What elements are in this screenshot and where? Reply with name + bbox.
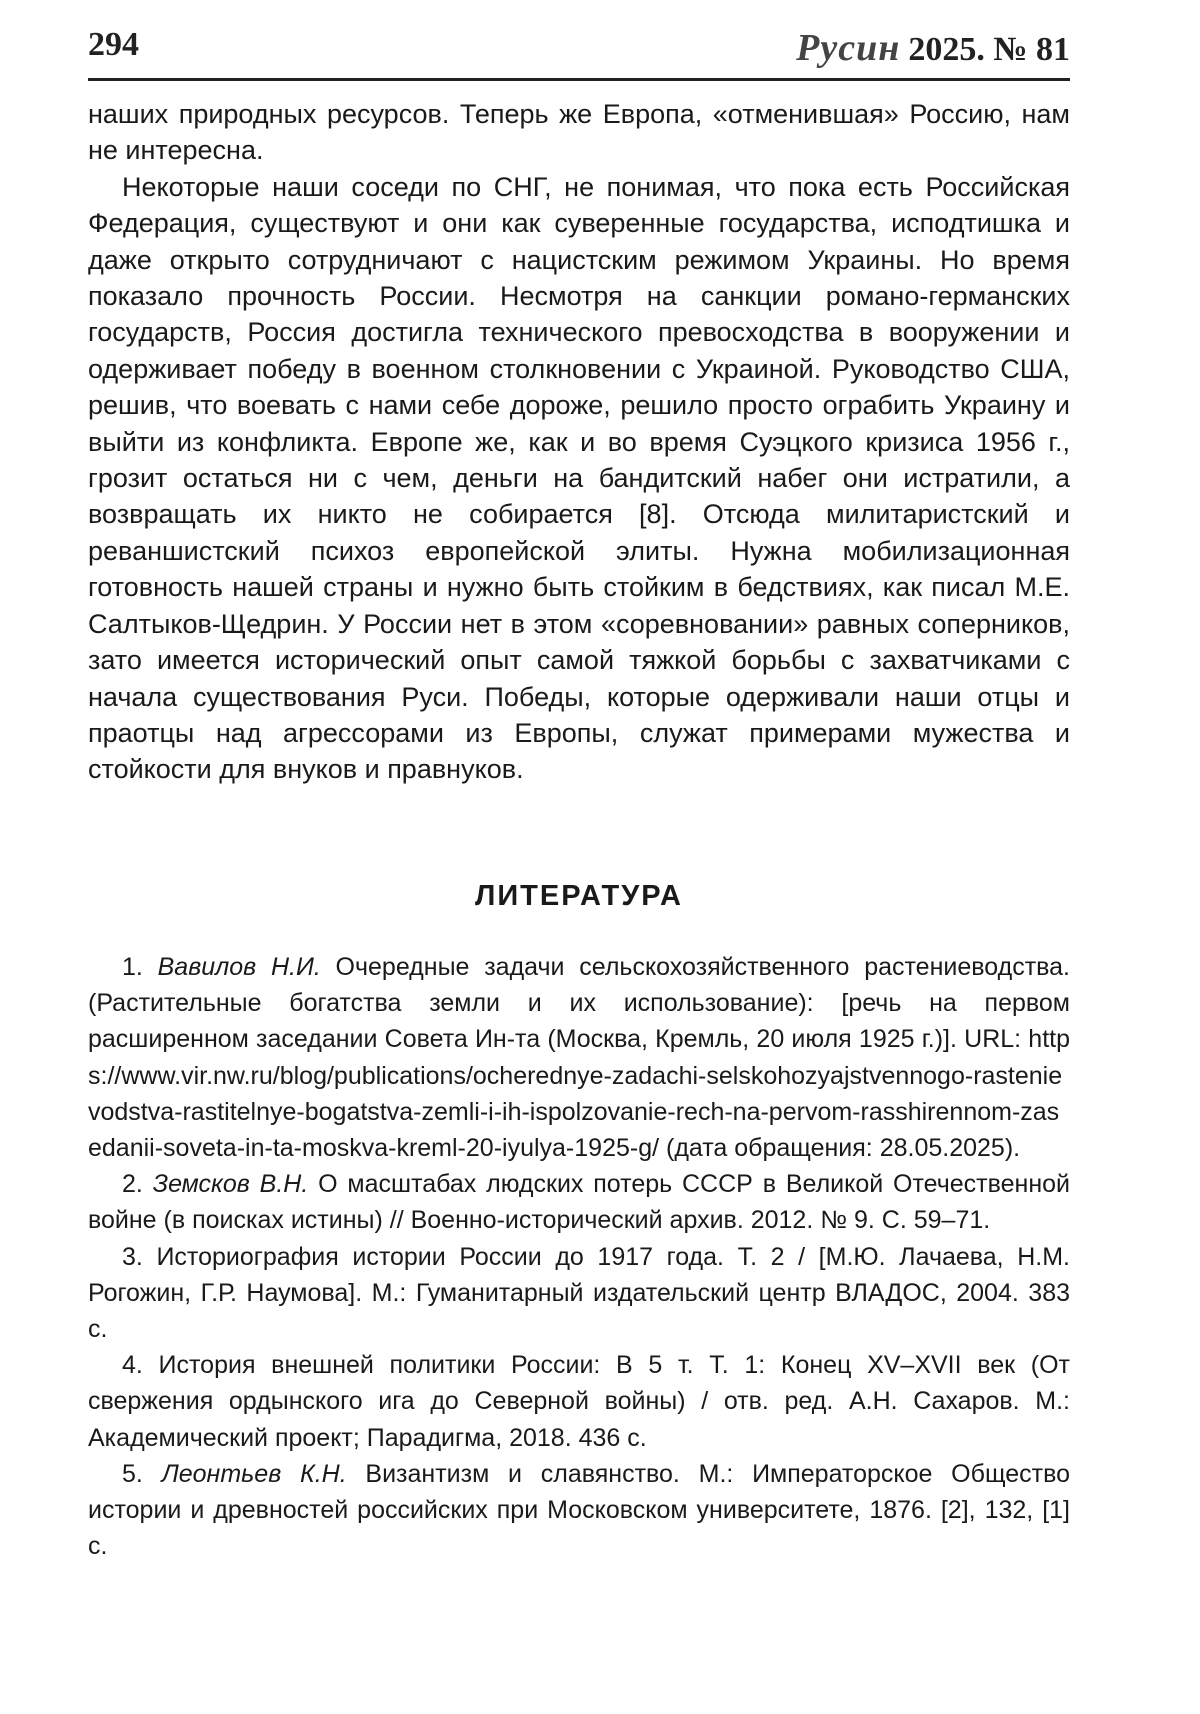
- reference-item: [88, 949, 1070, 1166]
- reference-author: Земсков В.Н.: [152, 1170, 309, 1199]
- reference-text: О масштабах людских потерь СССР в Великой Отечественной войне (в поисках истины) // Военно-исторический архив. 2012. № 9. С. 59–71.: [88, 1170, 1071, 1235]
- journal-title: [796, 26, 1070, 70]
- reference-item: [88, 1239, 1070, 1348]
- reference-author: Вавилов Н.И.: [157, 953, 321, 981]
- literature-heading: ЛИТЕРАТУРА: [474, 880, 684, 912]
- reference-number: 3.: [122, 1242, 143, 1271]
- reference-author: Леонтьев К.Н.: [161, 1459, 347, 1488]
- paragraph: Некоторые наши соседи по СНГ, не понимая, что пока есть Российская Федерация, существуют и они как суверенные государства, исподтишка и даже открыто сотрудничают с нацистским режимом Украины. Но время показало прочность России. Несмотря на санкции романо-германских государств, Россия достигла технического превосходства в вооружении и одерживает победу в военном столкновении с Украиной. Руководство США, решив, что воевать с нами себе дороже, решило просто ограбить Украину и выйти из конфликта. Европе же, как и во время Суэцкого кризиса 1956 г., грозит остаться ни с чем, деньги на бандитский набег они истратили, а возвращать их никто не собирается [8]. Отсюда милитаристский и реваншистский психоз европейской элиты. Нужна мобилизационная готовность нашей страны и нужно быть стойким в бедствиях, как писал М.Е. Салтыков-Щедрин. У России нет в этом «соревновании» равных соперников, зато имеется исторический опыт самой тяжкой борьбы с захватчиками с начала существования Руси. Победы, которые одерживали наши отцы и праотцы над агрессорами из Европы, служат примерами мужества и стойкости для внуков и правнуков.: [88, 171, 1070, 785]
- journal-issue: 2025. № 81: [908, 31, 1070, 68]
- reference-number: 5.: [122, 1459, 143, 1488]
- reference-item: [88, 1456, 1070, 1565]
- reference-number: 4.: [122, 1351, 143, 1380]
- running-header: [88, 22, 1070, 81]
- reference-text: История внешней политики России: В 5 т. Т. 1: Конец XV–XVII век (От свержения ордынского ига до Северной войны) / отв. ред. А.Н. Сахаров. М.: Академический проект; Парадигма, 2018. 436 с.: [88, 1351, 1070, 1452]
- reference-tail: (дата обращения: 28.05.2025).: [659, 1134, 1021, 1163]
- page-number: 294: [88, 26, 139, 63]
- reference-list: [88, 949, 1070, 1564]
- reference-item: [88, 1166, 1070, 1238]
- paragraph: наших природных ресурсов. Теперь же Европа, «отменившая» Россию, нам не интересна.: [88, 99, 1070, 166]
- reference-text: Византизм и славянство. М.: Императорское Общество истории и древностей российских при Московском университете, 1876. [2], 132, [1] с.: [88, 1459, 1070, 1561]
- reference-number: 1.: [122, 953, 143, 981]
- reference-url[interactable]: https://www.vir.nw.ru/blog/publications/ocherednye-zadachi-selskohozyajstvennogo-rastenievodstva-rastitelnye-bogatstva-zemli-i-ih-ispolzovanie-rech-na-pervom-rasshirennom-zasedanii-soveta-in-ta-moskva-kreml-20-iyulya-1925-g/: [88, 1025, 1070, 1163]
- article-body: [88, 96, 1070, 788]
- reference-item: [88, 1347, 1070, 1456]
- journal-name: Русин: [796, 27, 901, 69]
- reference-text: Историография истории России до 1917 года. Т. 2 / [М.Ю. Лачаева, Н.М. Рогожин, Г.Р. Наумова]. М.: Гуманитарный издательский центр ВЛАДОС, 2004. 383 с.: [88, 1242, 1070, 1344]
- reference-number: 2.: [122, 1170, 143, 1199]
- reference-text: Очередные задачи сельскохозяйственного растениеводства. (Растительные богатства земли и их использование): [речь на первом расширенном заседании Совета Ин-та (Москва, Кремль, 20 июля 1925 г.)]. URL:: [88, 953, 1070, 1054]
